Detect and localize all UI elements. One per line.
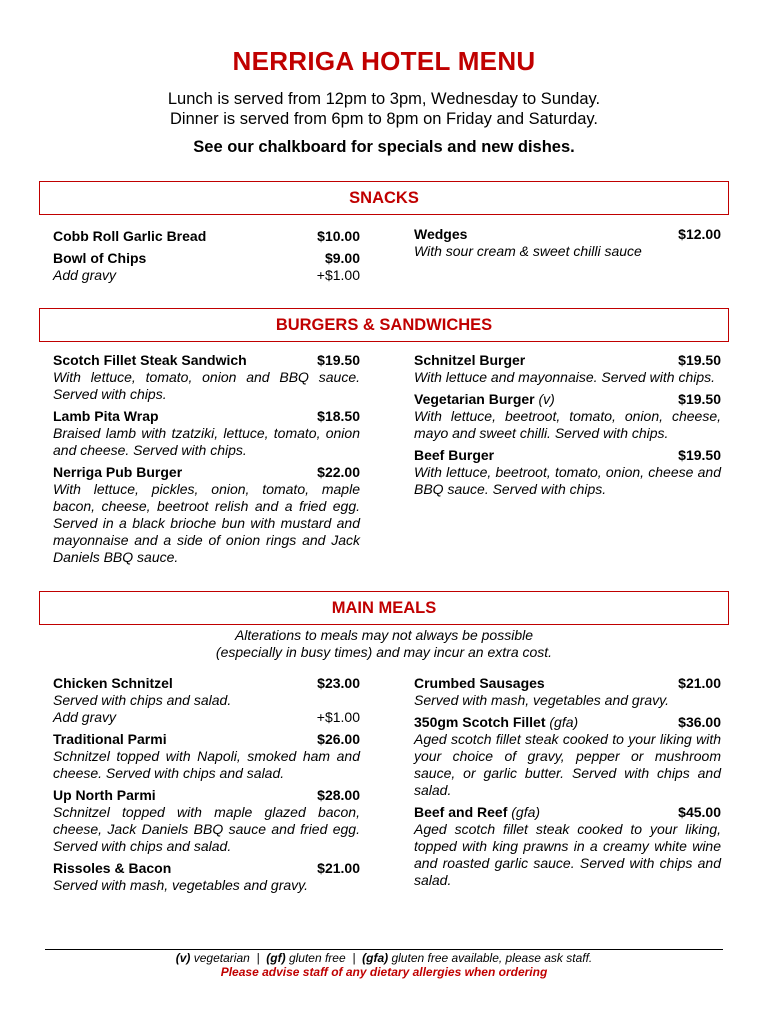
menu-item [53,352,360,403]
allergy-notice: Please advise staff of any dietary allergies when ordering [220,965,548,979]
menu-item-name [414,391,555,408]
menu-item-header [53,464,360,481]
menu-item-name [53,464,182,481]
menu-item-title: Scotch Fillet Steak Sandwich [53,352,247,368]
menu-item-description: Served with mash, vegetables and gravy. [414,692,669,708]
legend-v-code: (v) [175,951,191,965]
menu-item-description: With lettuce, tomato, onion and BBQ sauce. Served with chips. [53,369,360,402]
section-heading-burgers: BURGERS & SANDWICHES [39,308,729,342]
menu-item [414,714,721,799]
alterations-note-line2: (especially in busy times) and may incur an extra cost. [215,644,553,660]
menu-item-price: $19.50 [678,391,721,407]
menu-item-header [53,860,360,877]
menu-item-name [53,228,206,245]
menu-item-header [414,675,721,692]
menu-item-header [53,228,360,245]
menu-item-price: $12.00 [678,226,721,242]
menu-item-extra [53,709,360,726]
menu-item [53,787,360,855]
footer-divider [45,949,723,950]
menu-item-price: $23.00 [317,675,360,691]
menu-item-header [414,352,721,369]
menu-item-price: $21.00 [678,675,721,691]
menu-item [53,408,360,459]
menu-item-description: With lettuce, beetroot, tomato, onion, cheese, mayo and sweet chilli. Served with chips. [414,408,721,441]
alterations-note-line1: Alterations to meals may not always be possible [234,627,534,643]
alterations-note [0,627,768,661]
menu-item-description: Schnitzel topped with maple glazed bacon, cheese, Jack Daniels BBQ sauce and fried egg. Served with chips and salad. [53,804,360,854]
menu-item-title: Vegetarian Burger [414,391,535,407]
legend-gfa-code: (gfa) [362,951,389,965]
menu-item-header [53,787,360,804]
menu-item [414,226,721,260]
menu-item-title: Schnitzel Burger [414,352,526,368]
burgers-right-column [414,352,721,503]
menu-item-price: $45.00 [678,804,721,820]
menu-item-description: Served with mash, vegetables and gravy. [53,877,308,893]
menu-item-description: With lettuce and mayonnaise. Served with chips. [414,369,716,385]
menu-item-price: $19.50 [678,352,721,368]
legend-gfa-text: gluten free available, please ask staff. [391,951,593,965]
menu-item-header [53,731,360,748]
menu-item-title: Up North Parmi [53,787,156,803]
menu-item [53,675,360,726]
dinner-hours: Dinner is served from 6pm to 8pm on Friday and Saturday. [170,110,598,128]
menu-item-price: $19.50 [317,352,360,368]
extra-price: +$1.00 [316,709,360,725]
menu-item-price: $36.00 [678,714,721,730]
extra-name: Add gravy [53,709,117,725]
section-heading-mains: MAIN MEALS [39,591,729,625]
menu-item-price: $9.00 [324,250,360,266]
menu-item-name [414,714,578,731]
menu-item [53,228,360,245]
extra-name: Add gravy [53,267,117,283]
burgers-left-column [53,352,360,571]
menu-item-description: Braised lamb with tzatziki, lettuce, tomato, onion and cheese. Served with chips. [53,425,360,458]
menu-item-description: Aged scotch fillet steak cooked to your liking, topped with king prawns in a creamy white wine and roasted garlic sauce. Served with chips and salad. [414,821,721,888]
legend-gf-text: gluten free [288,951,346,965]
menu-item-title: Traditional Parmi [53,731,167,747]
dietary-tag: (gfa) [549,714,579,730]
snacks-right-column [414,226,721,265]
menu-item-header [414,447,721,464]
menu-title: NERRIGA HOTEL MENU [232,46,536,76]
menu-item-name [53,352,247,369]
menu-item-name [53,731,167,748]
menu-item-price: $18.50 [317,408,360,424]
menu-item-title: Crumbed Sausages [414,675,545,691]
menu-item-price: $22.00 [317,464,360,480]
menu-item-header [414,804,721,821]
menu-item-title: Nerriga Pub Burger [53,464,183,480]
menu-item-title: Lamb Pita Wrap [53,408,159,424]
menu-item-extra [53,267,360,284]
menu-item-description: With lettuce, pickles, onion, tomato, maple bacon, cheese, beetroot relish and a fried egg. Served in a black brioche bun with mustard and mayonnaise and a side of onion rings and Jack Daniels BBQ sauce. [53,481,360,565]
menu-item-price: $10.00 [317,228,360,244]
menu-item-description: Aged scotch fillet steak cooked to your liking with your choice of gravy, pepper or mushroom sauce, or garlic butter. Served with chips and salad. [414,731,721,798]
menu-item-title: Beef and Reef [414,804,508,820]
menu-item [414,352,721,386]
menu-item-name [414,804,540,821]
menu-item-name [53,250,146,267]
extra-price: +$1.00 [316,267,360,283]
menu-item-header [414,714,721,731]
opening-hours [0,89,768,129]
menu-item-price: $26.00 [317,731,360,747]
dietary-tag: (gfa) [511,804,541,820]
lunch-hours: Lunch is served from 12pm to 3pm, Wednesday to Sunday. [167,90,601,108]
menu-item-name [53,675,173,692]
legend-separator: | [352,951,356,965]
menu-item [53,464,360,566]
menu-item-title: Rissoles & Bacon [53,860,172,876]
menu-item-header [414,226,721,243]
menu-item-price: $21.00 [317,860,360,876]
menu-item-name [414,226,467,243]
menu-item-title: Cobb Roll Garlic Bread [53,228,207,244]
menu-item-title: Beef Burger [414,447,495,463]
menu-item-header [53,352,360,369]
dietary-tag: (v) [538,391,555,407]
menu-item-name [414,675,545,692]
legend-v-text: vegetarian [193,951,250,965]
menu-item-header [53,675,360,692]
menu-item-name [53,408,159,425]
menu-item [414,675,721,709]
section-heading-snacks: SNACKS [39,181,729,215]
snacks-left-column [53,228,360,289]
menu-item-name [53,860,171,877]
menu-item [414,447,721,498]
mains-right-column [414,675,721,894]
menu-item [53,860,360,894]
menu-item [414,804,721,889]
menu-item-header [53,250,360,267]
menu-item-price: $28.00 [317,787,360,803]
menu-item [53,731,360,782]
menu-item [414,391,721,442]
legend-gf-code: (gf) [266,951,286,965]
menu-item-title: 350gm Scotch Fillet [414,714,546,730]
menu-item-header [53,408,360,425]
menu-item-title: Chicken Schnitzel [53,675,173,691]
menu-item [53,250,360,284]
menu-item-description: Schnitzel topped with Napoli, smoked ham and cheese. Served with chips and salad. [53,748,360,781]
menu-item-title: Wedges [414,226,468,242]
legend-separator: | [256,951,260,965]
menu-item-title: Bowl of Chips [53,250,147,266]
mains-left-column [53,675,360,899]
menu-item-description: With sour cream & sweet chilli sauce [414,243,642,259]
menu-item-name [53,787,156,804]
menu-item-description: Served with chips and salad. [53,692,232,708]
menu-item-name [414,352,525,369]
menu-item-price: $19.50 [678,447,721,463]
chalkboard-note: See our chalkboard for specials and new dishes. [193,138,575,156]
menu-item-name [414,447,494,464]
dietary-legend [0,951,768,965]
menu-item-header [414,391,721,408]
menu-item-description: With lettuce, beetroot, tomato, onion, cheese and BBQ sauce. Served with chips. [414,464,721,497]
